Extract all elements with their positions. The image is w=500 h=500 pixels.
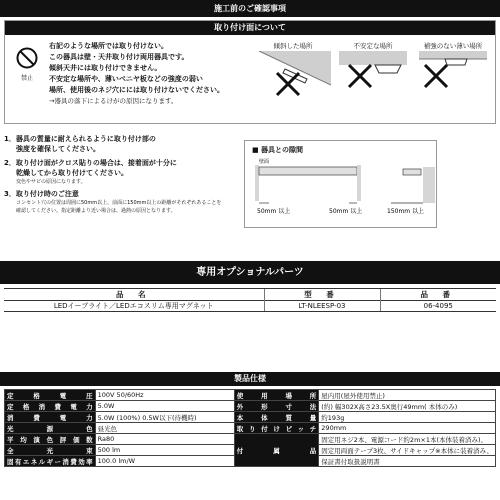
note-2-sub: 変色やサビの原因になります。 [16, 179, 86, 185]
table-row [4, 301, 496, 312]
thin-ceiling-illustration [415, 51, 491, 115]
spec-value: 屋内用(屋外使用禁止) [319, 390, 496, 401]
install-note: →器具の落下によるけがの原因になります。 [49, 97, 178, 105]
spec-value: 500 lm [95, 445, 234, 456]
wall-label: 壁面 [259, 159, 270, 165]
spec-label: 本体質量 [234, 412, 319, 423]
table-row [5, 401, 496, 412]
install-line: この器具は壁・天井取り付け両用器具です。 [49, 53, 189, 61]
scene-thin [415, 41, 491, 119]
scene-caption: 不安定な場所 [353, 42, 393, 50]
spec-table [4, 389, 496, 467]
installation-notes [4, 134, 244, 215]
spec-value: 約193g [319, 412, 496, 423]
spec-label: 全光束 [5, 445, 96, 456]
col-part-number: 品 番 [380, 289, 496, 301]
spec-label: 平均演色評価数 [5, 434, 96, 445]
clearance-illustration [245, 155, 436, 227]
install-line: 傾斜天井には取り付けできません。 [49, 64, 162, 72]
scene-caption: 補強のない薄い場所 [423, 42, 483, 50]
prohibited-icon [16, 47, 38, 69]
spec-value: 290mm [319, 423, 496, 434]
note-2-title: 2．取り付け面がクロス貼りの場合は、接着面が十分に [4, 159, 177, 167]
option-part-number: 06-4095 [380, 301, 496, 312]
clearance-diagram [244, 140, 437, 228]
spec-label: 付属品 [234, 434, 319, 467]
spec-value: 昼光色 [95, 423, 234, 434]
spec-label: 光源色 [5, 423, 96, 434]
option-model: LT-NLEESP-03 [264, 301, 380, 312]
install-warning-text [49, 41, 249, 107]
spec-label: 定格電圧 [5, 390, 96, 401]
install-line: 右記のような場所では取り付けない。 [49, 42, 168, 50]
spec-value: 5.0W (100%) 0.5W以下(待機時) [95, 412, 234, 423]
note-2-title-cont: 乾燥してから取り付けてください。 [16, 169, 128, 177]
spec-label: 固有エネルギー消費効率 [5, 456, 96, 467]
spec-value: 100V 50/60Hz [95, 390, 234, 401]
note-3-title: 3．取り付け時のご注意 [4, 190, 79, 198]
spec-label: 外形寸法 [234, 401, 319, 412]
table-row [5, 390, 496, 401]
scene-caption: 傾斜した場所 [273, 42, 313, 50]
spec-value: 100.0 lm/W [95, 456, 234, 467]
install-surface-section [4, 20, 496, 124]
options-header-row [4, 289, 496, 301]
gap-label-right: 50mm 以上 [329, 208, 363, 215]
spec-value: 5.0W [95, 401, 234, 412]
install-line: 不安定な場所や、薄いベニヤ板などの強度の弱い [49, 75, 203, 83]
spec-value: 保証書付取扱説明書 [319, 456, 496, 467]
install-surface-title: 取り付け面について [5, 21, 495, 35]
spec-value: (約) 幅302X高さ23.5X奥行49mm( 本体のみ) [319, 401, 496, 412]
scene-sloped [255, 41, 331, 119]
spec-value: 固定用ネジ2本、電源コード約2m×1本(本体装着済み)、 [319, 434, 496, 445]
install-line: 場所、使用後のネジ穴にには取り付けないでください。 [49, 86, 224, 94]
spec-label: 使用場所 [234, 390, 319, 401]
table-row [5, 423, 496, 434]
note-3-sub-1: コンセント穴の位置は周囲に50mm以上、前面に150mm以上の距離がそれぞれあることを [16, 200, 222, 206]
note-1-title-cont: 強度を確保してください。 [16, 145, 100, 153]
col-model: 型 番 [264, 289, 380, 301]
options-table [4, 288, 496, 312]
spec-value: 固定用両面テープ3枚、サイドキャップ※本体に装着済み、 [319, 445, 496, 456]
spec-value: Ra80 [95, 434, 234, 445]
sloped-ceiling-illustration [255, 51, 331, 115]
scene-unstable [335, 41, 411, 119]
col-product-name: 品 名 [4, 289, 264, 301]
header-top: 施工前のご確認事項 [0, 0, 500, 17]
note-1-title: 1．器具の質量に耐えられるように取り付け部の [4, 135, 156, 143]
option-product-name: LEDイーブライト／LEDエコスリム専用マグネット [4, 301, 264, 312]
note-3-sub-2: 確認してください。指定距離より近い場合は、過熱の原因となります。 [16, 208, 176, 214]
table-row [5, 412, 496, 423]
table-row [5, 434, 496, 445]
gap-label-left: 50mm 以上 [257, 208, 291, 215]
spec-title: 製品仕様 [0, 372, 500, 386]
unstable-ceiling-illustration [335, 51, 411, 115]
spec-label: 取り付けピッチ [234, 423, 319, 434]
options-title: 専用オプショナルパーツ [0, 261, 500, 284]
spec-label: 定格消費電力 [5, 401, 96, 412]
spec-label: 消費電力 [5, 412, 96, 423]
gap-label-front: 150mm 以上 [387, 208, 425, 215]
clearance-title: ■ 器具との隙間 [252, 146, 304, 154]
prohibited-label: 禁止 [20, 75, 33, 82]
